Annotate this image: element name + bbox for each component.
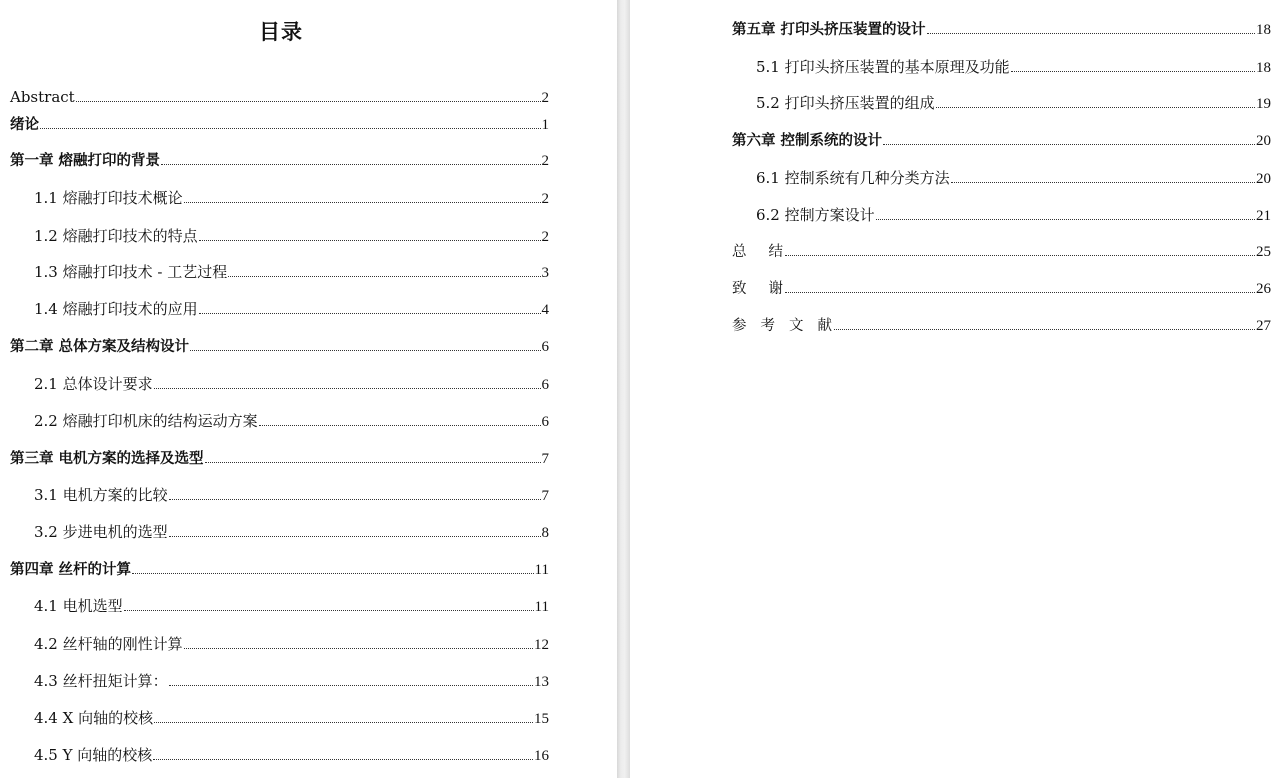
dot-leader <box>927 33 1255 34</box>
page-title: 目录 <box>259 20 303 44</box>
toc-entry-abstract[interactable]: Abstract 2 <box>10 88 549 106</box>
dot-leader <box>169 685 533 686</box>
toc-page-right <box>630 0 1278 778</box>
toc-entry-chapter-1[interactable]: 第一章 熔融打印的背景 2 <box>10 153 549 169</box>
toc-entry-6-1[interactable]: 6.1 控制系统有几种分类方法 20 <box>756 169 1271 187</box>
toc-entry-3-1[interactable]: 3.1 电机方案的比较 7 <box>34 486 549 504</box>
dot-leader <box>199 313 541 314</box>
toc-entry-2-2[interactable]: 2.2 熔融打印机床的结构运动方案 6 <box>34 412 549 430</box>
dot-leader <box>154 722 533 723</box>
toc-entry-1-4[interactable]: 1.4 熔融打印技术的应用 4 <box>34 300 549 318</box>
toc-entry-introduction[interactable]: 绪论 1 <box>10 117 549 133</box>
dot-leader <box>205 462 541 463</box>
dot-leader <box>169 499 541 500</box>
dot-leader <box>76 101 541 102</box>
toc-entry-chapter-6[interactable]: 第六章 控制系统的设计 20 <box>732 133 1271 149</box>
dot-leader <box>876 219 1255 220</box>
dot-leader <box>40 128 541 129</box>
toc-entry-references[interactable]: 参考文献 27 <box>732 318 1271 334</box>
toc-entry-5-2[interactable]: 5.2 打印头挤压装置的组成 19 <box>756 94 1271 112</box>
dot-leader <box>184 648 533 649</box>
dot-leader <box>936 107 1255 108</box>
toc-entry-4-3[interactable]: 4.3 丝杆扭矩计算： 13 <box>34 672 549 690</box>
dot-leader <box>190 350 540 351</box>
toc-entry-4-4[interactable]: 4.4 X 向轴的校核 15 <box>34 709 549 727</box>
dot-leader <box>154 388 541 389</box>
toc-entry-summary[interactable]: 总结 25 <box>732 244 1271 260</box>
toc-entry-1-1[interactable]: 1.1 熔融打印技术概论 2 <box>34 189 549 207</box>
dot-leader <box>153 759 533 760</box>
dot-leader <box>834 329 1255 330</box>
toc-entry-3-2[interactable]: 3.2 步进电机的选型 8 <box>34 523 549 541</box>
toc-entry-acknowledgements[interactable]: 致谢 26 <box>732 281 1271 297</box>
dot-leader <box>259 425 541 426</box>
dot-leader <box>124 610 534 611</box>
toc-entry-chapter-2[interactable]: 第二章 总体方案及结构设计 6 <box>10 339 549 355</box>
toc-entry-2-1[interactable]: 2.1 总体设计要求 6 <box>34 375 549 393</box>
toc-entry-chapter-4[interactable]: 第四章 丝杆的计算 11 <box>10 562 549 578</box>
dot-leader <box>169 536 541 537</box>
toc-entry-chapter-3[interactable]: 第三章 电机方案的选择及选型 7 <box>10 451 549 467</box>
dot-leader <box>161 164 540 165</box>
dot-leader <box>199 240 541 241</box>
toc-entry-4-2[interactable]: 4.2 丝杆轴的刚性计算 12 <box>34 635 549 653</box>
toc-entry-chapter-5[interactable]: 第五章 打印头挤压装置的设计 18 <box>732 22 1271 38</box>
page-gutter <box>617 0 630 778</box>
toc-entry-4-1[interactable]: 4.1 电机选型 11 <box>34 597 549 615</box>
toc-entry-1-2[interactable]: 1.2 熔融打印技术的特点 2 <box>34 227 549 245</box>
toc-entry-5-1[interactable]: 5.1 打印头挤压装置的基本原理及功能 18 <box>756 58 1271 76</box>
toc-entry-6-2[interactable]: 6.2 控制方案设计 21 <box>756 206 1271 224</box>
toc-page-left <box>0 0 617 778</box>
toc-entry-4-5[interactable]: 4.5 Y 向轴的校核 16 <box>34 746 549 764</box>
toc-entry-1-3[interactable]: 1.3 熔融打印技术 - 工艺过程 3 <box>34 263 549 281</box>
dot-leader <box>883 144 1255 145</box>
dot-leader <box>785 292 1255 293</box>
dot-leader <box>184 202 541 203</box>
dot-leader <box>785 255 1255 256</box>
dot-leader <box>132 573 533 574</box>
dot-leader <box>228 276 540 277</box>
dot-leader <box>951 182 1255 183</box>
dot-leader <box>1011 71 1255 72</box>
